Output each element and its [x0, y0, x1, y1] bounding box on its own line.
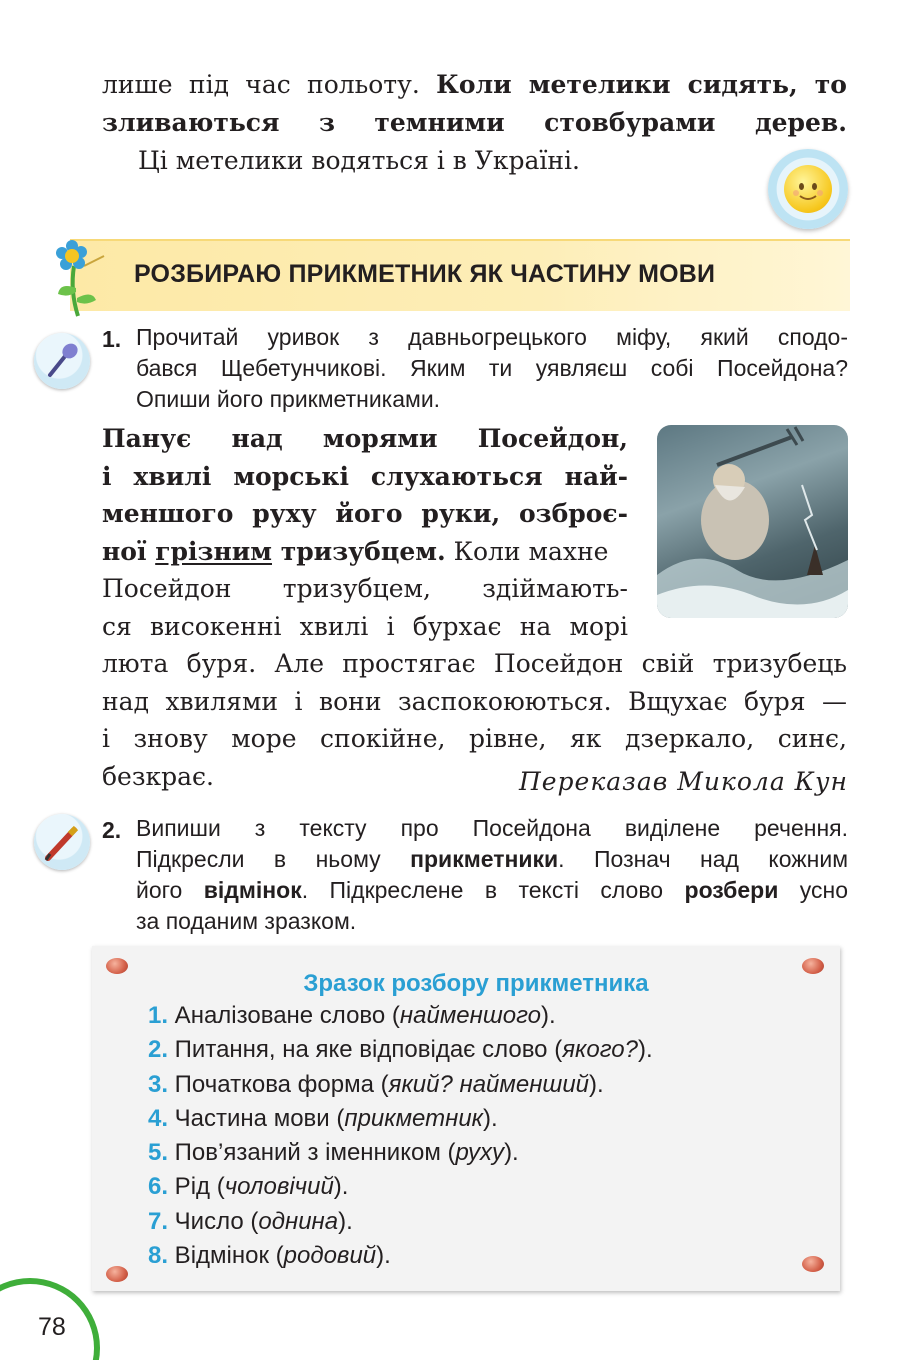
sample-step: 6. Рід (чоловічий).: [148, 1173, 349, 1201]
flower-icon: [52, 236, 110, 318]
pushpin-icon: [106, 1266, 128, 1282]
smiling-sun-icon: [768, 149, 848, 229]
exercise-2-line-4: за поданим зразком.: [136, 908, 357, 934]
passage-line-2: і хвилі морські слухаються най-: [102, 461, 628, 491]
microphone-icon: [34, 333, 90, 389]
passage-line-5: Посейдон тризубцем, здіймають-: [102, 574, 628, 603]
exercise-2-instructions: [136, 813, 848, 937]
passage-line-7: люта буря. Але простягає Посейдон свій тризубець: [102, 649, 847, 678]
poseidon-illustration: [657, 425, 848, 618]
intro-paragraph: [102, 66, 847, 180]
sample-step: 4. Частина мови (прикметник).: [148, 1104, 498, 1132]
pushpin-icon: [802, 958, 824, 974]
exercise-2-line-1: Випиши з тексту про Посейдона виділене речення.: [136, 815, 848, 841]
exercise-2-number: 2.: [102, 817, 122, 843]
sample-step: 8. Відмінок (родовий).: [148, 1242, 391, 1270]
sample-step: 5. Пов’язаний з іменником (руху).: [148, 1139, 519, 1167]
sample-step: 7. Число (однина).: [148, 1207, 353, 1235]
myth-passage-top: [102, 420, 628, 645]
sample-title: Зразок розбору прикметника: [303, 970, 649, 997]
passage-line-4: ної грізним тризубцем. Коли махне: [102, 536, 609, 566]
passage-author: Переказав Микола Кун: [518, 767, 848, 796]
pushpin-icon: [802, 1256, 824, 1272]
section-banner: [70, 239, 850, 311]
page-number: 78: [38, 1313, 66, 1341]
sample-step: 2. Питання, на яке відповідає слово (якого?).: [148, 1036, 653, 1064]
exercise-1-line-3: Опиши його прикметниками.: [136, 386, 441, 412]
section-title: РОЗБИРАЮ ПРИКМЕТНИК ЯК ЧАСТИНУ МОВИ: [134, 260, 716, 288]
underlined-word: грізним: [155, 536, 272, 566]
sample-steps-list: [148, 999, 653, 1273]
exercise-1-line-1: Прочитай уривок з давньогрецького міфу, який сподо-: [136, 324, 848, 350]
passage-line-8: над хвилями і вони заспокоюються. Вщухає буря —: [102, 686, 847, 716]
sample-analysis-card: [92, 946, 840, 1291]
exercise-2-line-3: його відмінок. Підкреслене в тексті слово розбери усно: [136, 877, 848, 903]
exercise-1-instructions: [136, 322, 848, 415]
passage-line-6: ся високенні хвилі і бурхає на морі: [102, 611, 628, 641]
intro-line-3: Ці метелики водяться і в Україні.: [138, 146, 581, 175]
passage-line-3: меншого руху його руки, озброє-: [102, 499, 628, 528]
exercise-2-line-2: Підкресли в ньому прикметники. Познач над кожним: [136, 846, 848, 872]
pushpin-icon: [106, 958, 128, 974]
passage-line-1: Панує над морями Посейдон,: [102, 424, 628, 453]
passage-line-9: і знову море спокійне, рівне, як дзеркало, синє,: [102, 724, 847, 753]
pen-icon: [34, 814, 90, 870]
passage-line-10: безкрає.: [102, 761, 214, 791]
sample-step: 1. Аналізоване слово (найменшого).: [148, 1002, 556, 1029]
sample-step: 3. Початкова форма (який? найменший).: [148, 1070, 604, 1098]
intro-line-1: лише під час польоту. Коли метелики сидять, то: [102, 70, 847, 99]
intro-line-2: зливаються з темними стовбурами дерев.: [102, 108, 847, 137]
exercise-1-line-2: бався Щебетунчикові. Яким ти уявляєш собі Посейдона?: [136, 355, 848, 381]
exercise-1-number: 1.: [102, 326, 122, 352]
